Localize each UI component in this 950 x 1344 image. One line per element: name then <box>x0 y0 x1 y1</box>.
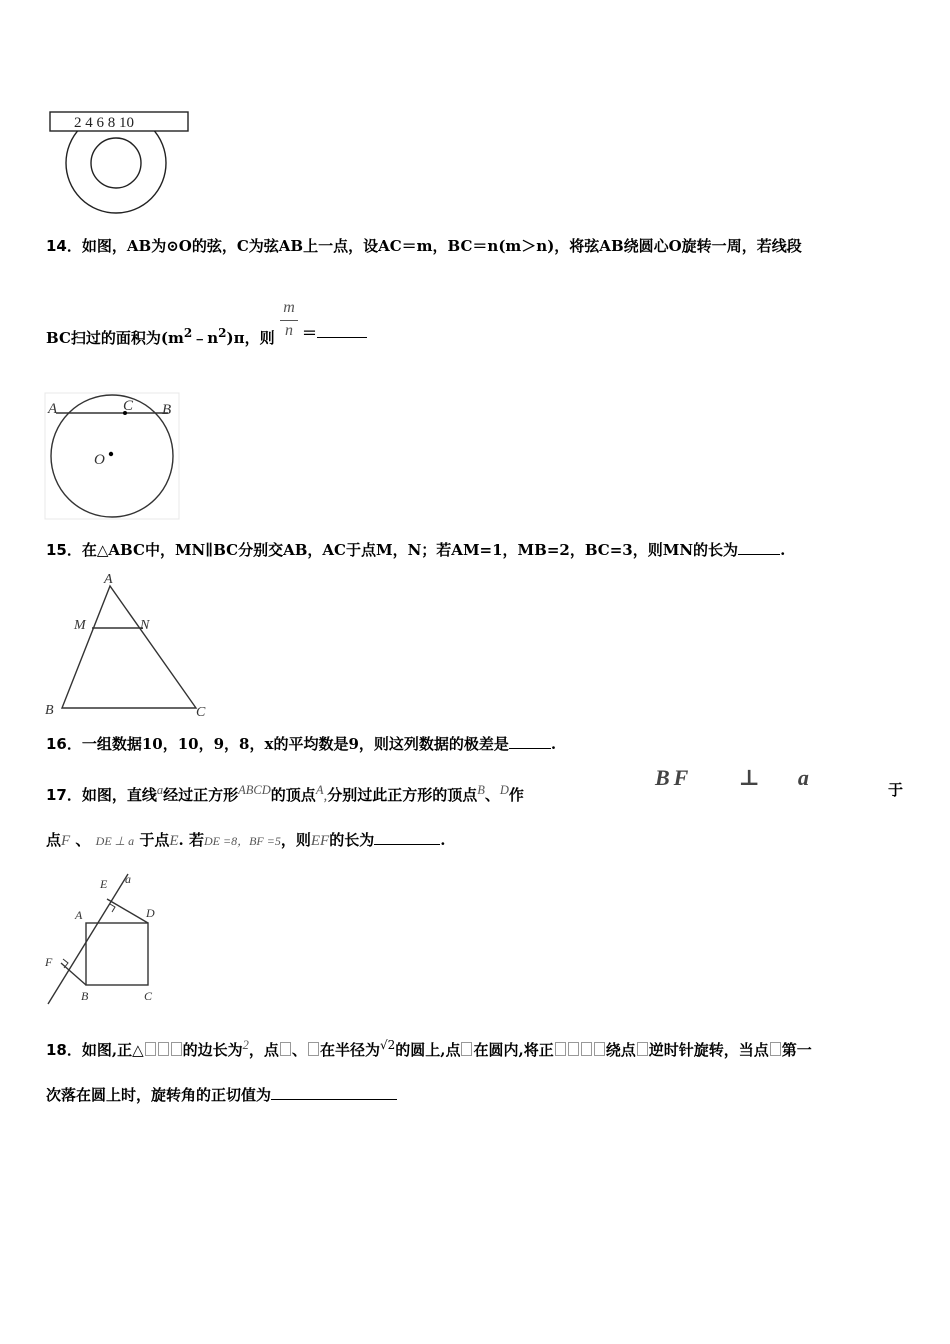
square-abcd <box>86 923 148 985</box>
right-angle-e <box>110 904 115 912</box>
answer-blank-14[interactable] <box>317 323 367 338</box>
answer-blank-18[interactable] <box>271 1085 397 1100</box>
label-c: C <box>123 398 134 414</box>
label-a: A <box>48 401 58 417</box>
triangle-abc <box>62 586 196 708</box>
label-b: B <box>81 989 89 1003</box>
label-b: B <box>162 402 172 418</box>
label-f: F <box>45 955 53 969</box>
bf-perp-a-expression: BF ⊥ a <box>655 765 813 791</box>
figure-15-triangle <box>42 570 222 720</box>
right-angle-f <box>63 959 68 968</box>
figure-17-square-line <box>40 866 170 1006</box>
question-15: 15．在△ABC中，MN∥BC分别交AB，AC于点M，N；若AM=1，MB=2，BC=3，则MN的长为 . <box>46 541 786 559</box>
label-b: B <box>45 703 54 718</box>
answer-blank-15[interactable] <box>738 540 780 555</box>
label-e: E <box>100 877 108 891</box>
label-o: O <box>94 452 105 468</box>
question-18-line-1: 18．如图,正△ 的边长为$^2$，点 、 在半径为$^{√2}$的圆上,点 在圆内,将正 绕点 逆时针旋转，当点 第一 <box>46 1038 812 1059</box>
question-14-number: 14． <box>46 237 82 255</box>
center-o <box>109 452 113 456</box>
ruler-labels: 2 4 6 8 10 <box>74 115 134 131</box>
figure-14-circle-chord <box>44 392 184 522</box>
answer-blank-16[interactable] <box>509 734 551 749</box>
question-17-line-2: 点F 、 DE ⊥ a 于点E. 若DE =8，BF =5，则EF的长为 . <box>46 831 446 849</box>
answer-blank-17[interactable] <box>374 830 440 845</box>
label-n: N <box>140 618 150 633</box>
label-a-line: a <box>125 872 131 886</box>
question-14-line-2: BC扫过的面积为$(m^2﹣n^2)\pi$，则 <box>46 326 275 347</box>
question-14-line-1 <box>46 236 802 256</box>
label-d: D <box>146 906 155 920</box>
label-c: C <box>196 705 206 720</box>
inner-circle <box>91 138 141 188</box>
label-m: M <box>74 618 86 633</box>
fraction-m-over-n: m n <box>280 298 298 341</box>
question-17-line-1: 17．如图，直线$^a$经过正方形$^{ABCD}$的顶点$^A$,分别过此正方形的顶点$^B$、$^D$作 <box>46 783 524 804</box>
question-14-text-1: 如图，AB为⊙O的弦，C为弦AB上一点，设AC＝m，BC＝n(m＞n)，将弦AB绕圆心O旋转一周，若线段 <box>81 237 802 255</box>
question-17-line-1-end: 于 <box>888 781 904 799</box>
label-a: A <box>104 572 113 587</box>
label-a: A <box>75 908 83 922</box>
question-16: 16．一组数据10，10，9，8，x的平均数是9，则这列数据的极差是 . <box>46 735 557 753</box>
question-18-line-2: 次落在圆上时，旋转角的正切值为 <box>46 1085 397 1105</box>
question-14-answer: ＝ <box>302 323 367 343</box>
label-c: C <box>144 989 153 1003</box>
figure-13-ruler-circles <box>46 106 196 218</box>
